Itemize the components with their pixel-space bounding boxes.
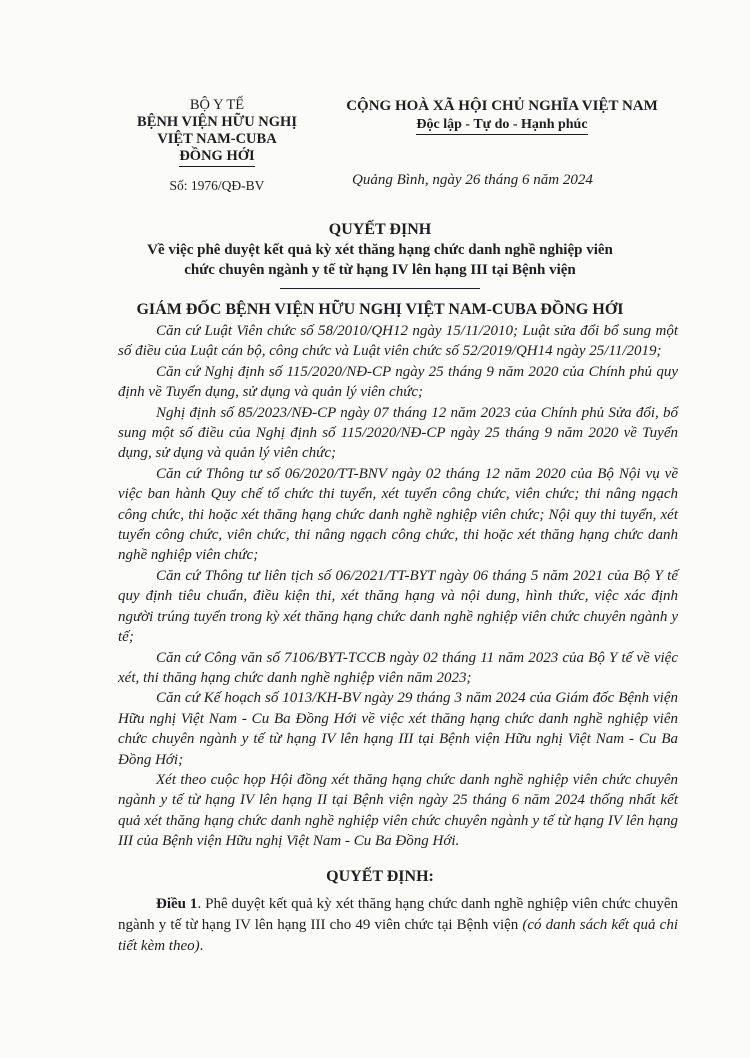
- basis-paragraph: Nghị định số 85/2023/NĐ-CP ngày 07 tháng 12 năm 2023 của Chính phủ Sửa đổi, bổ sung một số điều của Nghị định số 115/2020/NĐ-CP ngày 25 tháng 9 năm 2020 về Tuyển dụng, sử dụng và quản lý viên chức;: [118, 404, 678, 462]
- decision-heading: QUYẾT ĐỊNH:: [326, 868, 434, 885]
- nation-name: CỘNG HOÀ XÃ HỘI CHỦ NGHĨA VIỆT NAM: [346, 98, 658, 114]
- basis-paragraph: Căn cứ Luật Viên chức số 58/2010/QH12 ngày 15/11/2010; Luật sửa đổi bổ sung một số điều của Luật cán bộ, công chức và Luật viên chức số 52/2019/QH14 ngày 25/11/2019;: [118, 323, 678, 360]
- authority-heading: GIÁM ĐỐC BỆNH VIỆN HỮU NGHỊ VIỆT NAM-CUBA ĐỒNG HỚI: [136, 301, 624, 318]
- national-heading: [322, 97, 682, 135]
- subject-line-2: chức chuyên ngành y tế từ hạng IV lên hạng III tại Bệnh viện: [184, 262, 576, 278]
- article-text: . Phê duyệt kết quả kỳ xét thăng hạng chức danh nghề nghiệp viên chức chuyên ngành y tế từ hạng IV lên hạng III cho 49 viên chức tại Bệnh viện: [118, 896, 678, 933]
- ministry-name: BỘ Y TẾ: [189, 97, 245, 113]
- hospital-name-line1: BỆNH VIỆN HỮU NGHỊ: [137, 114, 297, 130]
- hospital-name-line2: VIỆT NAM-CUBA: [157, 131, 277, 147]
- title-underline: [280, 288, 480, 289]
- article-1: [118, 894, 678, 957]
- subject-line-1: Về việc phê duyệt kết quả kỳ xét thăng hạng chức danh nghề nghiệp viên: [147, 242, 613, 258]
- article-note: (có danh sách kết quả chi tiết kèm theo): [118, 917, 678, 954]
- article-label: Điều 1: [156, 896, 198, 912]
- basis-paragraph: Căn cứ Kế hoạch số 1013/KH-BV ngày 29 tháng 3 năm 2024 của Giám đốc Bệnh viện Hữu nghị Việt Nam - Cu Ba Đồng Hới về việc xét thăng hạng chức danh nghề nghiệp viên chức chuyên ngành y tế từ hạng IV lên hạng III tại Bệnh viện Hữu nghị Việt Nam - Cu Ba Đồng Hới;: [118, 690, 678, 768]
- basis-paragraph: Căn cứ Thông tư liên tịch số 06/2021/TT-BYT ngày 06 tháng 5 năm 2021 của Bộ Y tế quy định tiêu chuẩn, điều kiện thi, xét thăng hạng và nội dung, hình thức, việc xác định người trúng tuyển trong kỳ xét thăng hạng chức danh nghề nghiệp viên chức chuyên ngành y tế;: [118, 567, 678, 646]
- basis-paragraph: Căn cứ Thông tư số 06/2020/TT-BNV ngày 02 tháng 12 năm 2020 của Bộ Nội vụ về việc ban hành Quy chế tổ chức thi tuyển, xét tuyển công chức, viên chức; thi nâng ngạch công chức, thi hoặc xét thăng hạng chức danh nghề nghiệp viên chức; Nội quy thi tuyển, xét tuyển công chức, viên chức, thi nâng ngạch công chức, thi hoặc xét thăng hạng chức danh nghề nghiệp viên chức;: [118, 465, 678, 564]
- basis-paragraph: Căn cứ Nghị định số 115/2020/NĐ-CP ngày 25 tháng 9 năm 2020 của Chính phủ quy định về Tuyển dụng, sử dụng và quản lý viên chức;: [118, 363, 678, 401]
- issuer-block: [112, 97, 322, 194]
- basis-paragraph: Căn cứ Công văn số 7106/BYT-TCCB ngày 02 tháng 11 năm 2023 của Bộ Y tế về việc xét, thi thăng hạng chức danh nghề nghiệp viên năm 2023;: [118, 649, 678, 686]
- article-end: .: [199, 938, 204, 954]
- hospital-name-line3: ĐỒNG HỚI: [179, 148, 254, 167]
- basis-paragraph: Xét theo cuộc họp Hội đồng xét thăng hạng chức danh nghề nghiệp viên chức chuyên ngành y tế từ hạng IV lên hạng II tại Bệnh viện ngày 25 tháng 6 năm 2024 thống nhất kết quả xét thăng hạng chức danh nghề nghiệp viên chức chuyên ngành y tế từ hạng IV lên hạng III của Bệnh viện Hữu nghị Việt Nam - Cu Ba Đồng Hới.: [118, 771, 678, 850]
- legal-bases: [118, 321, 678, 852]
- title-block: [90, 220, 670, 280]
- document-type: QUYẾT ĐỊNH: [328, 221, 432, 238]
- place-date: Quảng Bình, ngày 26 tháng 6 năm 2024: [352, 172, 593, 188]
- document-number: Số: 1976/QĐ-BV: [169, 178, 265, 193]
- national-motto: Độc lập - Tự do - Hạnh phúc: [416, 116, 587, 135]
